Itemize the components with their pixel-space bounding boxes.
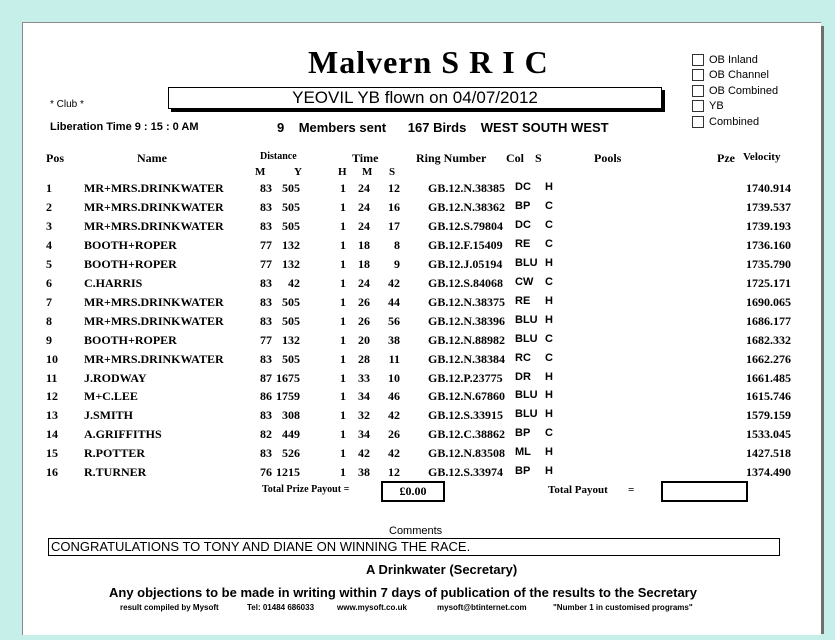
option-label: OB Combined <box>709 84 779 97</box>
row-hours: 1 <box>340 389 346 404</box>
row-hours: 1 <box>340 218 346 233</box>
row-distance-miles: 83 <box>260 351 272 366</box>
row-ring-number: GB.12.S.33915 <box>428 408 504 423</box>
row-distance-yards: 505 <box>282 181 300 195</box>
row-colour: BLU <box>515 256 538 269</box>
option-label: YB <box>709 100 724 113</box>
row-minutes: 24 <box>358 275 370 290</box>
row-minutes: 34 <box>358 427 370 442</box>
row-position: 11 <box>46 370 58 385</box>
option-label: OB Channel <box>709 69 769 82</box>
row-sex: C <box>545 218 553 231</box>
report-title: Malvern S R I C <box>308 44 549 80</box>
row-minutes: 34 <box>358 389 370 404</box>
objections-notice: Any objections to be made in writing within 7 days of publication of the results to the Secretary <box>109 585 697 600</box>
wind-direction: WEST SOUTH WEST <box>480 120 609 135</box>
row-hours: 1 <box>340 332 346 347</box>
row-name: MR+MRS.DRINKWATER <box>84 181 224 195</box>
row-distance-miles: 83 <box>260 275 272 290</box>
row-position: 9 <box>46 332 52 347</box>
header-distance: Distance <box>260 151 297 162</box>
comments-label: Comments <box>389 525 443 537</box>
row-sex: H <box>545 389 553 402</box>
subheader-minutes: M <box>362 166 373 178</box>
header-col: Col <box>506 151 524 165</box>
row-seconds: 56 <box>388 313 400 328</box>
row-distance-yards: 526 <box>282 446 300 461</box>
row-colour: RE <box>515 294 531 307</box>
option-ob-channel[interactable] <box>692 68 778 84</box>
row-position: 8 <box>46 313 52 328</box>
header-pos: Pos <box>46 151 64 165</box>
option-yb[interactable] <box>692 99 778 115</box>
row-ring-number: GB.12.N.67860 <box>428 389 506 404</box>
table-row <box>0 352 835 371</box>
row-minutes: 18 <box>358 256 370 271</box>
comments-box: CONGRATULATIONS TO TONY AND DIANE ON WINNING THE RACE. <box>48 538 780 556</box>
row-sex: H <box>545 370 553 383</box>
row-sex: C <box>545 275 553 288</box>
row-distance-miles: 76 <box>260 465 272 480</box>
row-seconds: 42 <box>388 446 400 461</box>
table-row <box>0 427 835 446</box>
row-distance-yards: 505 <box>282 218 300 233</box>
row-hours: 1 <box>340 370 346 385</box>
row-position: 12 <box>46 389 58 404</box>
row-name: BOOTH+ROPER <box>84 256 177 271</box>
row-seconds: 10 <box>388 370 400 385</box>
row-minutes: 33 <box>358 370 370 385</box>
row-distance-miles: 86 <box>260 389 272 404</box>
row-name: J.RODWAY <box>84 370 147 385</box>
row-hours: 1 <box>340 275 346 290</box>
option-label: OB Inland <box>709 53 758 66</box>
row-velocity: 1579.159 <box>746 408 791 423</box>
row-name: MR+MRS.DRINKWATER <box>84 199 224 214</box>
row-seconds: 46 <box>388 389 400 404</box>
table-row <box>0 408 835 427</box>
row-colour: BLU <box>515 408 538 421</box>
row-hours: 1 <box>340 294 346 309</box>
row-hours: 1 <box>340 427 346 442</box>
row-seconds: 12 <box>388 181 400 195</box>
header-time: Time <box>352 151 379 165</box>
row-ring-number: GB.12.P.23775 <box>428 370 503 385</box>
row-sex: C <box>545 427 553 440</box>
option-combined[interactable] <box>692 114 778 130</box>
row-name: R.POTTER <box>84 446 146 461</box>
row-seconds: 16 <box>388 199 400 214</box>
row-seconds: 42 <box>388 275 400 290</box>
row-distance-miles: 82 <box>260 427 272 442</box>
row-colour: BLU <box>515 332 538 345</box>
row-sex: C <box>545 332 553 345</box>
row-ring-number: GB.12.N.83508 <box>428 446 506 461</box>
row-seconds: 9 <box>394 256 400 271</box>
row-name: R.TURNER <box>84 465 147 480</box>
row-distance-miles: 77 <box>260 256 272 271</box>
option-ob-combined[interactable] <box>692 83 778 99</box>
race-title-box: YEOVIL YB flown on 04/07/2012 <box>168 87 662 109</box>
row-ring-number: GB.12.N.88982 <box>428 332 506 347</box>
row-colour: DR <box>515 370 531 383</box>
secretary-name: A Drinkwater (Secretary) <box>366 562 518 577</box>
row-seconds: 12 <box>388 465 400 480</box>
row-velocity: 1739.537 <box>746 199 791 214</box>
row-colour: BLU <box>515 389 538 402</box>
row-position: 2 <box>46 199 52 214</box>
row-colour: CW <box>515 275 534 288</box>
row-distance-yards: 1759 <box>276 389 300 404</box>
row-seconds: 44 <box>388 294 400 309</box>
row-ring-number: GB.12.N.38375 <box>428 294 506 309</box>
liberation-time: Liberation Time 9 : 15 : 0 AM <box>50 121 199 133</box>
row-minutes: 18 <box>358 237 370 252</box>
row-name: MR+MRS.DRINKWATER <box>84 351 224 366</box>
subheader-hours: H <box>338 166 347 178</box>
row-minutes: 26 <box>358 294 370 309</box>
checkbox-icon[interactable] <box>692 54 704 66</box>
footer-tel: Tel: 01484 686033 <box>247 603 315 612</box>
row-ring-number: GB.12.S.84068 <box>428 275 504 290</box>
row-minutes: 38 <box>358 465 370 480</box>
footer-email: mysoft@btinternet.com <box>437 603 527 612</box>
header-pools: Pools <box>594 151 622 165</box>
row-seconds: 17 <box>388 218 400 233</box>
row-hours: 1 <box>340 446 346 461</box>
row-velocity: 1661.485 <box>746 370 791 385</box>
row-sex: H <box>545 408 553 421</box>
birds-count: 167 Birds <box>407 120 467 135</box>
row-distance-yards: 308 <box>282 408 300 423</box>
row-name: MR+MRS.DRINKWATER <box>84 218 224 233</box>
row-distance-miles: 77 <box>260 332 272 347</box>
header-ring: Ring Number <box>416 151 487 165</box>
row-minutes: 32 <box>358 408 370 423</box>
row-velocity: 1690.065 <box>746 294 791 309</box>
row-distance-miles: 83 <box>260 446 272 461</box>
row-sex: H <box>545 465 553 478</box>
table-row <box>0 238 835 257</box>
row-velocity: 1736.160 <box>746 237 791 252</box>
row-sex: H <box>545 294 553 307</box>
row-sex: C <box>545 199 553 212</box>
row-hours: 1 <box>340 351 346 366</box>
row-name: BOOTH+ROPER <box>84 237 177 252</box>
row-ring-number: GB.12.J.05194 <box>428 256 503 271</box>
row-velocity: 1662.276 <box>746 351 791 366</box>
checkbox-icon[interactable] <box>692 100 704 112</box>
subheader-seconds: S <box>389 166 396 178</box>
row-distance-miles: 83 <box>260 199 272 214</box>
row-position: 7 <box>46 294 52 309</box>
checkbox-icon[interactable] <box>692 69 704 81</box>
header-pze: Pze <box>717 151 735 165</box>
row-hours: 1 <box>340 408 346 423</box>
table-row <box>0 371 835 390</box>
row-position: 14 <box>46 427 58 442</box>
checkbox-icon[interactable] <box>692 85 704 97</box>
row-distance-miles: 83 <box>260 218 272 233</box>
row-seconds: 38 <box>388 332 400 347</box>
row-velocity: 1725.171 <box>746 275 791 290</box>
row-distance-yards: 505 <box>282 199 300 214</box>
subheader-miles: M <box>255 166 266 178</box>
row-velocity: 1739.193 <box>746 218 791 233</box>
members-count: 9 <box>277 120 285 135</box>
race-type-options <box>692 52 778 130</box>
header-sex: S <box>535 151 542 165</box>
row-ring-number: GB.12.F.15409 <box>428 237 503 252</box>
row-sex: C <box>545 237 553 250</box>
footer-web: www.mysoft.co.uk <box>337 603 407 612</box>
row-ring-number: GB.12.C.38862 <box>428 427 506 442</box>
row-sex: H <box>545 256 553 269</box>
total-payout-box <box>661 481 748 502</box>
row-ring-number: GB.12.S.79804 <box>428 218 504 233</box>
members-label: Members sent <box>298 120 387 135</box>
row-distance-miles: 83 <box>260 294 272 309</box>
row-colour: RE <box>515 237 531 250</box>
row-velocity: 1615.746 <box>746 389 791 404</box>
row-name: MR+MRS.DRINKWATER <box>84 294 224 309</box>
row-ring-number: GB.12.S.33974 <box>428 465 504 480</box>
row-minutes: 24 <box>358 181 370 195</box>
compiled-by: result compiled by Mysoft <box>120 603 219 612</box>
row-velocity: 1374.490 <box>746 465 791 480</box>
race-summary <box>277 120 609 135</box>
row-velocity: 1740.914 <box>746 181 791 195</box>
total-payout-eq: = <box>628 484 635 496</box>
row-hours: 1 <box>340 181 346 195</box>
row-velocity: 1686.177 <box>746 313 791 328</box>
row-name: J.SMITH <box>84 408 134 423</box>
footer-slogan: "Number 1 in customised programs" <box>553 603 693 612</box>
table-row <box>0 314 835 333</box>
row-seconds: 8 <box>394 237 400 252</box>
row-colour: BP <box>515 427 531 440</box>
row-colour: BP <box>515 465 531 478</box>
row-colour: RC <box>515 351 531 364</box>
row-position: 3 <box>46 218 52 233</box>
row-sex: H <box>545 446 553 459</box>
row-position: 4 <box>46 237 52 252</box>
row-position: 5 <box>46 256 52 271</box>
row-distance-miles: 83 <box>260 408 272 423</box>
row-ring-number: GB.12.N.38362 <box>428 199 506 214</box>
row-position: 6 <box>46 275 52 290</box>
table-row <box>0 257 835 276</box>
row-hours: 1 <box>340 465 346 480</box>
row-distance-yards: 505 <box>282 351 300 366</box>
row-colour: DC <box>515 218 531 231</box>
row-seconds: 11 <box>388 351 400 366</box>
row-position: 10 <box>46 351 58 366</box>
row-velocity: 1682.332 <box>746 332 791 347</box>
row-name: MR+MRS.DRINKWATER <box>84 313 224 328</box>
row-name: A.GRIFFITHS <box>84 427 162 442</box>
row-distance-yards: 449 <box>282 427 300 442</box>
row-ring-number: GB.12.N.38385 <box>428 181 506 195</box>
row-velocity: 1533.045 <box>746 427 791 442</box>
header-velocity: Velocity <box>743 151 781 163</box>
prize-payout-value: £0.00 <box>399 484 427 498</box>
row-distance-yards: 132 <box>282 237 300 252</box>
row-name: M+C.LEE <box>84 389 138 404</box>
total-payout-label: Total Payout <box>548 484 608 496</box>
row-minutes: 24 <box>358 199 370 214</box>
row-colour: BP <box>515 199 531 212</box>
row-position: 16 <box>46 465 58 480</box>
row-distance-yards: 1215 <box>276 465 300 480</box>
row-minutes: 24 <box>358 218 370 233</box>
row-distance-yards: 1675 <box>276 370 300 385</box>
row-sex: H <box>545 181 553 193</box>
row-hours: 1 <box>340 313 346 328</box>
row-velocity: 1735.790 <box>746 256 791 271</box>
row-ring-number: GB.12.N.38396 <box>428 313 506 328</box>
row-velocity: 1427.518 <box>746 446 791 461</box>
table-row <box>0 333 835 352</box>
table-row <box>0 181 835 200</box>
row-distance-yards: 505 <box>282 313 300 328</box>
row-position: 13 <box>46 408 58 423</box>
checkbox-icon[interactable] <box>692 116 704 128</box>
row-hours: 1 <box>340 237 346 252</box>
row-ring-number: GB.12.N.38384 <box>428 351 506 366</box>
row-distance-yards: 42 <box>288 275 300 290</box>
subheader-yards: Y <box>294 166 302 178</box>
option-label: Combined <box>709 115 760 128</box>
row-minutes: 42 <box>358 446 370 461</box>
row-distance-yards: 132 <box>282 332 300 347</box>
table-row <box>0 219 835 238</box>
table-row <box>0 389 835 408</box>
row-sex: C <box>545 351 553 364</box>
row-minutes: 20 <box>358 332 370 347</box>
row-colour: DC <box>515 181 531 193</box>
table-row <box>0 446 835 465</box>
table-row <box>0 200 835 219</box>
row-distance-yards: 132 <box>282 256 300 271</box>
row-colour: ML <box>515 446 531 459</box>
row-position: 15 <box>46 446 58 461</box>
row-hours: 1 <box>340 199 346 214</box>
row-hours: 1 <box>340 256 346 271</box>
row-minutes: 28 <box>358 351 370 366</box>
row-minutes: 26 <box>358 313 370 328</box>
header-name: Name <box>137 151 167 165</box>
row-position: 1 <box>46 181 52 195</box>
row-seconds: 42 <box>388 408 400 423</box>
row-distance-miles: 83 <box>260 181 272 195</box>
row-name: C.HARRIS <box>84 275 143 290</box>
row-sex: H <box>545 313 553 326</box>
table-row <box>0 295 835 314</box>
row-distance-miles: 87 <box>260 370 272 385</box>
row-distance-miles: 83 <box>260 313 272 328</box>
club-label: * Club * <box>50 99 84 110</box>
row-seconds: 26 <box>388 427 400 442</box>
prize-payout-label: Total Prize Payout = <box>262 484 350 495</box>
table-row <box>0 276 835 295</box>
row-distance-yards: 505 <box>282 294 300 309</box>
row-colour: BLU <box>515 313 538 326</box>
row-distance-miles: 77 <box>260 237 272 252</box>
option-ob-inland[interactable] <box>692 52 778 68</box>
prize-payout-box <box>381 481 445 502</box>
row-name: BOOTH+ROPER <box>84 332 177 347</box>
